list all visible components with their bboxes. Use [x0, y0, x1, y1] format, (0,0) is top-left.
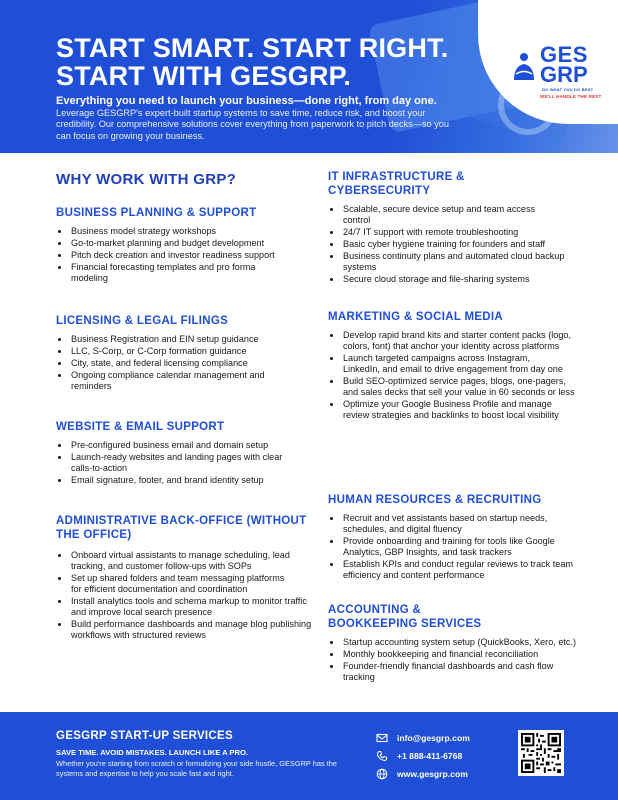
list-item: Recruit and vet assistants based on startup needs, schedules, and digital fluency [328, 513, 558, 535]
section-title: BUSINESS PLANNING & SUPPORT [56, 207, 257, 219]
headline [56, 34, 448, 90]
section-admin-back-office [56, 514, 318, 642]
list-item: Ongoing compliance calendar management and reminders [56, 370, 286, 392]
section-marketing [328, 310, 590, 422]
list-item: Build performance dashboards and manage blog publishing workflows with structured reviews [56, 619, 318, 641]
list-item: Business model strategy workshops [56, 226, 316, 237]
item-list [328, 637, 590, 683]
item-list [56, 334, 316, 392]
logo-mark-icon [512, 52, 536, 82]
company-logo [512, 40, 612, 110]
list-item: 24/7 IT support with remote troubleshooting [328, 227, 590, 238]
footer-description: Whether you're starting from scratch or formalizing your side hustle, GESGRP has the systems and expertise to help you scale fast and right. [56, 759, 338, 778]
list-item: Pre-configured business email and domain setup [56, 440, 316, 451]
list-item: Set up shared folders and team messaging platforms for efficient documentation and coordination [56, 573, 296, 595]
list-item: Pitch deck creation and investor readiness support [56, 250, 316, 261]
list-item: Business continuity plans and automated cloud backup systems [328, 251, 573, 273]
list-item: Secure cloud storage and file-sharing systems [328, 274, 590, 285]
section-title: HUMAN RESOURCES & RECRUITING [328, 494, 542, 506]
list-item: Monthly bookkeeping and financial reconciliation [328, 649, 590, 660]
section-business-planning [56, 206, 316, 285]
contact-website[interactable] [376, 768, 468, 780]
section-it-infrastructure [328, 170, 590, 286]
phone-icon [376, 750, 388, 762]
section-title: WEBSITE & EMAIL SUPPORT [56, 421, 225, 433]
list-item: Provide onboarding and training for tools like Google Analytics, GBP Insights, and task trackers [328, 536, 590, 558]
list-item: LLC, S-Corp, or C-Corp formation guidance [56, 346, 316, 357]
headline-line-2: START WITH GESGRP. [56, 61, 352, 91]
item-list [328, 330, 590, 421]
list-item: Basic cyber hygiene training for founders and staff [328, 239, 590, 250]
item-list [328, 204, 590, 285]
contact-phone[interactable] [376, 750, 462, 762]
logo-text-grp: GRP [540, 62, 588, 87]
section-website-email [56, 420, 316, 487]
why-title: WHY WORK WITH GRP? [56, 171, 237, 188]
qr-code[interactable] [518, 730, 564, 776]
section-accounting [328, 603, 590, 684]
contact-email[interactable] [376, 732, 470, 744]
list-item: Optimize your Google Business Profile and manage review strategies and backlinks to boost local visibility [328, 399, 578, 421]
list-item: Onboard virtual assistants to manage scheduling, lead tracking, and customer follow-ups with SOPs [56, 550, 318, 572]
footer-tagline: SAVE TIME. AVOID MISTAKES. LAUNCH LIKE A PRO. [56, 748, 248, 757]
subheadline: Everything you need to launch your business—done right, from day one. [56, 95, 437, 107]
section-human-resources [328, 493, 590, 582]
list-item: Scalable, secure device setup and team access control [328, 204, 548, 226]
list-item: Financial forecasting templates and pro forma modeling [56, 262, 286, 284]
section-title: ACCOUNTING & BOOKKEEPING SERVICES [328, 604, 482, 630]
item-list [56, 226, 316, 284]
list-item: Email signature, footer, and brand identity setup [56, 475, 316, 486]
list-item: Founder-friendly financial dashboards and cash flow tracking [328, 661, 573, 683]
list-item: Business Registration and EIN setup guidance [56, 334, 316, 345]
list-item: Launch-ready websites and landing pages with clear calls-to-action [56, 452, 296, 474]
qr-code-icon [521, 733, 561, 773]
list-item: Establish KPIs and conduct regular reviews to track team efficiency and content performance [328, 559, 590, 581]
item-list [56, 440, 316, 486]
section-title: MARKETING & SOCIAL MEDIA [328, 311, 504, 323]
logo-text-ges: GES [540, 42, 588, 67]
list-item: Startup accounting system setup (QuickBooks, Xero, etc.) [328, 637, 578, 648]
section-title: ADMINISTRATIVE BACK-OFFICE (WITHOUT THE OFFICE) [56, 515, 307, 541]
section-title: LICENSING & LEGAL FILINGS [56, 315, 229, 327]
list-item: Install analytics tools and schema markup to monitor traffic and improve local search presence [56, 596, 318, 618]
list-item: Build SEO-optimized service pages, blogs, one-pagers, and sales decks that sell your value in 60 seconds or less [328, 376, 578, 398]
phone-link[interactable]: +1 888-411-6768 [397, 751, 463, 761]
list-item: Go-to-market planning and budget development [56, 238, 316, 249]
email-link[interactable]: info@gesgrp.com [397, 733, 470, 743]
headline-line-1: START SMART. START RIGHT. [56, 33, 449, 63]
intro-paragraph: Leverage GESGRP's expert-built startup systems to save time, reduce risk, and boost your credibility. Our comprehensive solutions cover everything from paperwork to pitch decks—so you can focus on growing your business. [56, 108, 450, 141]
item-list [328, 513, 590, 581]
list-item: Launch targeted campaigns across Instagram, LinkedIn, and email to drive engagement from day one [328, 353, 568, 375]
section-title: IT INFRASTRUCTURE & CYBERSECURITY [328, 171, 465, 197]
logo-tagline-bottom: WE'LL HANDLE THE REST [540, 94, 602, 99]
website-link[interactable]: www.gesgrp.com [397, 769, 468, 779]
section-licensing [56, 314, 316, 393]
list-item: City, state, and federal licensing compliance [56, 358, 316, 369]
item-list [56, 550, 318, 641]
list-item: Develop rapid brand kits and starter content packs (logo, colors, font) that anchor your identity across platforms [328, 330, 578, 352]
logo-tagline-top: DO WHAT YOU DO BEST [542, 87, 594, 92]
globe-icon [376, 768, 388, 780]
footer-title: GESGRP START-UP SERVICES [56, 730, 233, 742]
envelope-icon [376, 732, 388, 744]
footer [0, 712, 618, 800]
hero-banner [0, 0, 618, 153]
